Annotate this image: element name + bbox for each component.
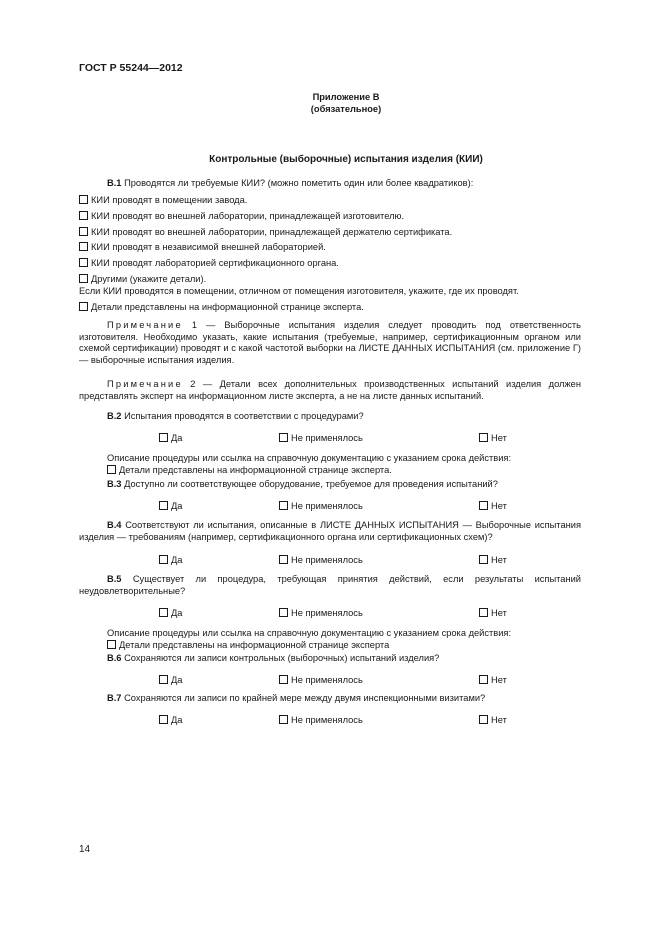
b4-yes[interactable] [159, 555, 182, 565]
note-text: 1 — Выборочные испытания изделия следует проводить под ответственность изготовителя. Необходимо указать, какие испытания (требуемые, например, сертификационным органом или схемой сертификации) проводят и с какой частотой выборки на ЛИСТЕ ДАННЫХ ИСПЫТАНИЯ (см. приложение Г) — выборочные испытания изделия. [79, 320, 581, 365]
b3-yes[interactable] [159, 501, 182, 511]
b5-details[interactable] [107, 640, 389, 650]
question-text: Сохраняются ли записи контрольных (выборочных) испытаний изделия? [124, 653, 440, 663]
b4-na[interactable] [279, 555, 363, 565]
checkbox[interactable] [79, 258, 88, 267]
b5-yes[interactable] [159, 608, 182, 618]
question-text: Сохраняются ли записи по крайней мере между двумя инспекционными визитами? [124, 693, 486, 703]
question-text: Испытания проводятся в соответствии с процедурами? [124, 411, 364, 421]
b5-desc: Описание процедуры или ссылка на справочную документацию с указанием срока действия: [107, 628, 512, 638]
b1-option-2[interactable] [79, 211, 404, 221]
question-b4 [79, 520, 581, 543]
question-b2 [107, 411, 364, 421]
b1-option-4[interactable] [79, 242, 326, 252]
checkbox[interactable] [79, 227, 88, 236]
b5-no[interactable] [479, 608, 507, 618]
option-label: Детали представлены на информационной странице эксперта [119, 640, 390, 650]
question-number: В.7 [107, 693, 122, 703]
b7-na[interactable] [279, 715, 363, 725]
b7-yes[interactable] [159, 715, 182, 725]
option-label: КИИ проводят в независимой внешней лабораторией. [91, 242, 326, 252]
answer-label: Не применялось [291, 433, 363, 443]
b1-option-1[interactable] [79, 195, 247, 205]
option-label: Детали представлены на информационной странице эксперта. [91, 302, 364, 312]
option-label: КИИ проводят лабораторией сертификационного органа. [91, 258, 339, 268]
answer-label: Нет [491, 555, 507, 565]
checkbox[interactable] [79, 195, 88, 204]
checkbox[interactable] [79, 242, 88, 251]
checkbox[interactable] [279, 715, 288, 724]
b4-no[interactable] [479, 555, 507, 565]
b2-na[interactable] [279, 433, 363, 443]
checkbox[interactable] [159, 501, 168, 510]
question-number: В.4 [107, 520, 122, 530]
answer-label: Да [171, 675, 183, 685]
answer-label: Да [171, 433, 183, 443]
question-number: В.5 [107, 574, 122, 584]
question-number: В.2 [107, 411, 122, 421]
b6-na[interactable] [279, 675, 363, 685]
answer-label: Нет [491, 608, 507, 618]
answer-label: Нет [491, 715, 507, 725]
b7-no[interactable] [479, 715, 507, 725]
checkbox[interactable] [107, 465, 116, 474]
b3-no[interactable] [479, 501, 507, 511]
answer-label: Не применялось [291, 608, 363, 618]
checkbox[interactable] [159, 608, 168, 617]
question-b1 [107, 178, 473, 188]
b2-details[interactable] [107, 465, 392, 475]
checkbox[interactable] [479, 501, 488, 510]
b2-yes[interactable] [159, 433, 182, 443]
question-b7 [107, 693, 485, 703]
b1-details[interactable] [79, 302, 364, 312]
option-label: КИИ проводят во внешней лаборатории, принадлежащей изготовителю. [91, 211, 405, 221]
checkbox[interactable] [279, 433, 288, 442]
answer-label: Да [171, 715, 183, 725]
checkbox[interactable] [279, 675, 288, 684]
answer-label: Нет [491, 675, 507, 685]
question-number: В.6 [107, 653, 122, 663]
b1-option-5[interactable] [79, 258, 339, 268]
note-text: 2 — Детали всех дополнительных производственных испытаний изделия должен представлять эксперт на информационном листе эксперта, а не на листе данных испытаний. [79, 379, 581, 401]
b1-note: Если КИИ проводятся в помещении, отличном от помещения изготовителя, укажите, где их проводят. [79, 286, 519, 296]
option-label: Другими (укажите детали). [91, 274, 207, 284]
checkbox[interactable] [479, 433, 488, 442]
page-number: 14 [79, 844, 91, 855]
appendix-subtitle: (обязательное) [310, 104, 382, 114]
checkbox[interactable] [279, 608, 288, 617]
b1-option-3[interactable] [79, 227, 452, 237]
question-text: Существует ли процедура, требующая принятия действий, если результаты испытаний неудовлетворительные? [79, 574, 581, 596]
b2-no[interactable] [479, 433, 507, 443]
answer-label: Да [171, 501, 183, 511]
question-text: Доступно ли соответствующее оборудование, требуемое для проведения испытаний? [124, 479, 498, 489]
checkbox[interactable] [479, 608, 488, 617]
checkbox[interactable] [79, 274, 88, 283]
answer-label: Не применялось [291, 501, 363, 511]
checkbox[interactable] [79, 211, 88, 220]
checkbox[interactable] [159, 555, 168, 564]
answer-label: Нет [491, 433, 507, 443]
checkbox[interactable] [79, 302, 88, 311]
question-b3 [107, 479, 498, 489]
b1-option-6[interactable] [79, 274, 206, 284]
question-text: Соответствуют ли испытания, описанные в ЛИСТЕ ДАННЫХ ИСПЫТАНИЯ — Выборочные испытания изделия — требованиям (например, сертификационного органа или сертификационных схем)? [79, 520, 581, 542]
checkbox[interactable] [479, 555, 488, 564]
answer-label: Не применялось [291, 675, 363, 685]
doc-id: ГОСТ Р 55244—2012 [79, 62, 183, 74]
note-2 [79, 379, 581, 402]
option-label: КИИ проводят в помещении завода. [91, 195, 248, 205]
note-label: Примечание [107, 320, 183, 330]
b2-desc: Описание процедуры или ссылка на справочную документацию с указанием срока действия: [107, 453, 512, 463]
checkbox[interactable] [479, 675, 488, 684]
section-title: Контрольные (выборочные) испытания изделия (КИИ) [209, 154, 483, 165]
b5-na[interactable] [279, 608, 363, 618]
checkbox[interactable] [107, 640, 116, 649]
answer-label: Не применялось [291, 715, 363, 725]
checkbox[interactable] [159, 433, 168, 442]
question-text: Проводятся ли требуемые КИИ? (можно пометить один или более квадратиков): [124, 178, 474, 188]
b6-yes[interactable] [159, 675, 182, 685]
checkbox[interactable] [159, 715, 168, 724]
answer-label: Да [171, 608, 183, 618]
b6-no[interactable] [479, 675, 507, 685]
checkbox[interactable] [479, 715, 488, 724]
b3-na[interactable] [279, 501, 363, 511]
question-number: В.3 [107, 479, 122, 489]
note-1 [79, 320, 581, 366]
answer-label: Не применялось [291, 555, 363, 565]
appendix-title: Приложение В [312, 92, 380, 102]
answer-label: Нет [491, 501, 507, 511]
checkbox[interactable] [279, 555, 288, 564]
answer-label: Да [171, 555, 183, 565]
question-b5 [79, 574, 581, 597]
checkbox[interactable] [159, 675, 168, 684]
option-label: КИИ проводят во внешней лаборатории, принадлежащей держателю сертификата. [91, 227, 453, 237]
option-label: Детали представлены на информационной странице эксперта. [119, 465, 392, 475]
question-number: В.1 [107, 178, 122, 188]
note-label: Примечание [107, 379, 183, 389]
checkbox[interactable] [279, 501, 288, 510]
question-b6 [107, 653, 439, 663]
